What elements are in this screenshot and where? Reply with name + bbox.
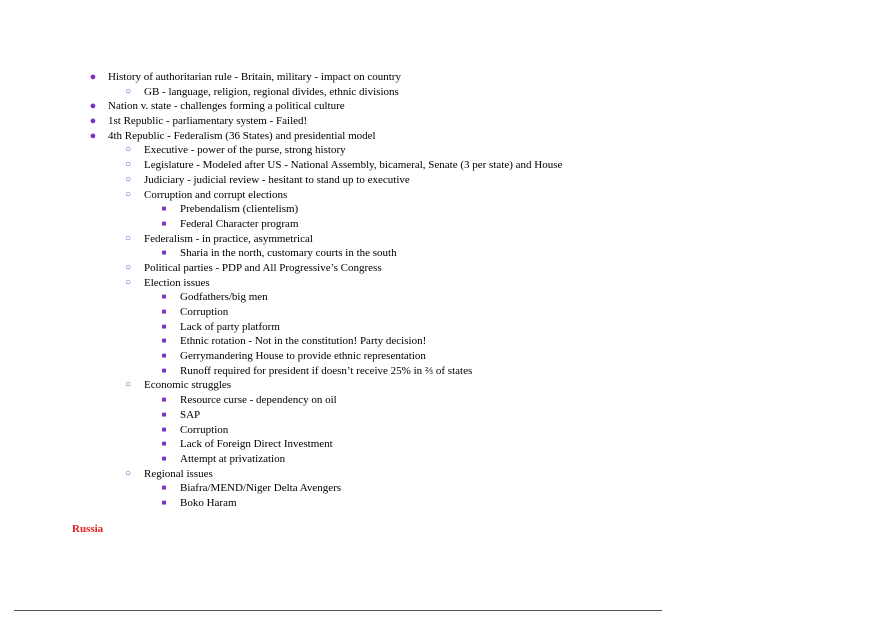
list-item bbox=[0, 70, 880, 85]
hollow-circle-bullet-icon: ○ bbox=[124, 276, 132, 288]
hollow-circle-bullet-icon: ○ bbox=[124, 379, 132, 391]
square-bullet-icon: ■ bbox=[161, 365, 167, 375]
filled-circle-bullet-icon: ● bbox=[89, 71, 97, 83]
list-item-text: Federal Character program bbox=[180, 217, 299, 230]
list-item bbox=[0, 114, 880, 129]
list-item bbox=[0, 173, 880, 188]
hollow-circle-bullet-icon: ○ bbox=[124, 85, 132, 97]
list-item-text: Economic struggles bbox=[144, 379, 232, 392]
list-item-text: Executive - power of the purse, strong history bbox=[144, 144, 346, 157]
list-item-text: Political parties - PDP and All Progressive’s Congress bbox=[144, 261, 382, 274]
square-bullet-icon: ■ bbox=[161, 204, 167, 214]
list-item bbox=[0, 378, 880, 393]
square-bullet-icon: ■ bbox=[161, 321, 167, 331]
list-item bbox=[0, 158, 880, 173]
hollow-circle-bullet-icon: ○ bbox=[124, 467, 132, 479]
list-item bbox=[0, 467, 880, 482]
square-bullet-icon: ■ bbox=[161, 248, 167, 258]
list-item bbox=[0, 129, 880, 144]
square-bullet-icon: ■ bbox=[161, 336, 167, 346]
square-bullet-icon: ■ bbox=[161, 453, 167, 463]
square-bullet-icon: ■ bbox=[161, 218, 167, 228]
list-item-text: 1st Republic - parliamentary system - Failed! bbox=[108, 115, 308, 128]
list-item-text: Judiciary - judicial review - hesitant to stand up to executive bbox=[144, 173, 410, 186]
list-item-text: GB - language, religion, regional divides, ethnic divisions bbox=[144, 85, 399, 98]
list-item-text: SAP bbox=[180, 408, 201, 421]
list-item bbox=[0, 423, 880, 438]
list-item bbox=[0, 246, 880, 261]
list-item-text: Runoff required for president if doesn’t receive 25% in ⅔ of states bbox=[180, 364, 473, 377]
section-heading-russia: Russia bbox=[72, 523, 104, 535]
list-item-text: History of authoritarian rule - Britain, military - impact on country bbox=[108, 71, 401, 83]
list-item-text: Sharia in the north, customary courts in the south bbox=[180, 247, 397, 260]
list-item-text: Lack of Foreign Direct Investment bbox=[180, 438, 333, 451]
list-item-text: Prebendalism (clientelism) bbox=[180, 203, 299, 216]
list-item-text: Gerrymandering House to provide ethnic representation bbox=[180, 350, 426, 363]
filled-circle-bullet-icon: ● bbox=[89, 115, 97, 128]
square-bullet-icon: ■ bbox=[161, 497, 167, 507]
list-item-text: Biafra/MEND/Niger Delta Avengers bbox=[180, 482, 342, 495]
list-item-text: Godfathers/big men bbox=[180, 291, 268, 304]
list-item bbox=[0, 276, 880, 291]
bullet-outline bbox=[0, 70, 880, 511]
list-item bbox=[0, 437, 880, 452]
list-item-text: Federalism - in practice, asymmetrical bbox=[144, 232, 313, 245]
list-item bbox=[0, 261, 880, 276]
list-item bbox=[0, 393, 880, 408]
list-item-text: Ethnic rotation - Not in the constitution! Party decision! bbox=[180, 335, 427, 348]
list-item-text: Lack of party platform bbox=[180, 320, 280, 333]
square-bullet-icon: ■ bbox=[161, 307, 167, 316]
list-item bbox=[0, 99, 880, 114]
list-item bbox=[0, 334, 880, 349]
hollow-circle-bullet-icon: ○ bbox=[124, 173, 132, 185]
list-item bbox=[0, 290, 880, 305]
list-item bbox=[0, 452, 880, 467]
hollow-circle-bullet-icon: ○ bbox=[124, 261, 132, 273]
list-item-text: Regional issues bbox=[144, 467, 213, 480]
list-item-text: Corruption and corrupt elections bbox=[144, 188, 288, 201]
list-item bbox=[0, 202, 880, 217]
list-item-text: Boko Haram bbox=[180, 496, 237, 509]
list-item-text: Attempt at privatization bbox=[180, 452, 286, 465]
square-bullet-icon: ■ bbox=[161, 292, 167, 302]
square-bullet-icon: ■ bbox=[161, 439, 167, 449]
list-item bbox=[0, 481, 880, 496]
list-item bbox=[0, 496, 880, 511]
square-bullet-icon: ■ bbox=[161, 409, 167, 419]
list-item-text: Resource curse - dependency on oil bbox=[180, 394, 337, 407]
list-item bbox=[0, 232, 880, 247]
list-item bbox=[0, 364, 880, 379]
list-item-text: Nation v. state - challenges forming a political culture bbox=[108, 100, 345, 113]
square-bullet-icon: ■ bbox=[161, 424, 167, 434]
list-item bbox=[0, 85, 880, 100]
list-item bbox=[0, 320, 880, 335]
list-item bbox=[0, 188, 880, 203]
list-item bbox=[0, 349, 880, 364]
square-bullet-icon: ■ bbox=[161, 395, 167, 405]
list-item-text: Corruption bbox=[180, 306, 229, 318]
list-item-text: Legislature - Modeled after US - National Assembly, bicameral, Senate (3 per state) and House bbox=[144, 159, 563, 172]
footer-rule bbox=[14, 610, 662, 611]
hollow-circle-bullet-icon: ○ bbox=[124, 159, 132, 171]
hollow-circle-bullet-icon: ○ bbox=[124, 144, 132, 156]
hollow-circle-bullet-icon: ○ bbox=[124, 188, 132, 200]
list-item bbox=[0, 143, 880, 158]
list-item bbox=[0, 217, 880, 232]
filled-circle-bullet-icon: ● bbox=[89, 129, 97, 142]
list-item-text: Corruption bbox=[180, 423, 229, 436]
list-item-text: 4th Republic - Federalism (36 States) and presidential model bbox=[108, 129, 376, 142]
square-bullet-icon: ■ bbox=[161, 483, 167, 493]
list-item bbox=[0, 305, 880, 320]
square-bullet-icon: ■ bbox=[161, 351, 167, 361]
list-item bbox=[0, 408, 880, 423]
list-item-text: Election issues bbox=[144, 276, 210, 289]
hollow-circle-bullet-icon: ○ bbox=[124, 232, 132, 244]
filled-circle-bullet-icon: ● bbox=[89, 100, 97, 113]
